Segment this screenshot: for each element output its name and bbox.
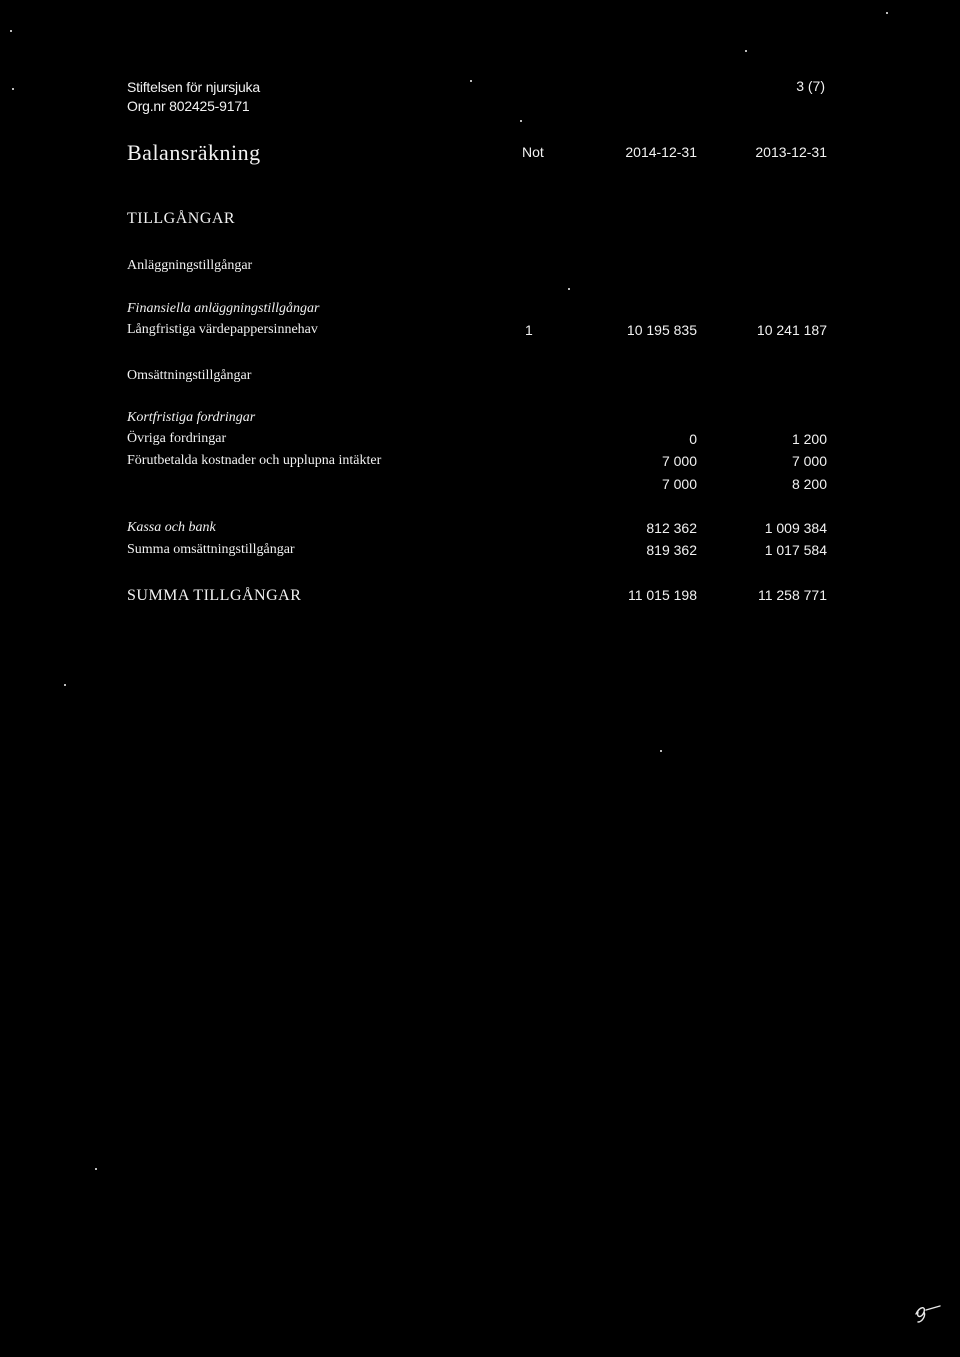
signature-mark [912, 1300, 942, 1324]
row-value-previous: 1 200 [791, 431, 827, 447]
document-title: Balansräkning [127, 140, 261, 165]
table-row-receivables-subtotal [127, 476, 827, 498]
group-heading-current-assets: Omsättningstillgångar [127, 368, 252, 383]
row-value-current: 7 000 [661, 476, 697, 492]
table-row-cash-and-bank [127, 520, 827, 542]
row-label: Övriga fordringar [127, 431, 227, 446]
section-heading-assets: TILLGÅNGAR [127, 210, 236, 227]
subgroup-heading-financial-fixed-assets [127, 301, 827, 323]
row-value-current: 812 362 [646, 520, 697, 536]
scan-speck [745, 50, 747, 52]
subgroup-label: Finansiella anläggningstillgångar [127, 301, 320, 316]
row-value-current: 11 015 198 [627, 587, 697, 603]
scan-speck [660, 750, 662, 752]
row-value-previous: 1 017 584 [764, 542, 827, 558]
row-label: Kassa och bank [127, 520, 216, 535]
row-value-previous: 11 258 771 [757, 587, 827, 603]
row-label: SUMMA TILLGÅNGAR [127, 587, 302, 604]
column-header-previous-year: 2013-12-31 [755, 144, 827, 160]
column-header-current-year: 2014-12-31 [625, 144, 697, 160]
scan-speck [568, 288, 570, 290]
scan-speck [886, 12, 888, 14]
table-row-total-assets [127, 587, 827, 609]
row-label: Långfristiga värdepappersinnehav [127, 322, 318, 337]
row-value-previous: 1 009 384 [764, 520, 827, 536]
table-row-prepaid-expenses [127, 453, 827, 475]
row-value-previous: 8 200 [791, 476, 827, 492]
row-value-current: 7 000 [661, 453, 697, 469]
row-value-current: 819 362 [646, 542, 697, 558]
subgroup-heading-short-term-receivables [127, 410, 827, 432]
scan-speck [64, 684, 66, 686]
row-value-previous: 10 241 187 [756, 322, 827, 338]
row-value-current: 0 [689, 431, 697, 447]
page-number: 3 (7) [796, 78, 825, 94]
organization-number: Org.nr 802425-9171 [127, 98, 250, 114]
scan-speck [10, 30, 12, 32]
subgroup-label: Kortfristiga fordringar [127, 410, 256, 425]
row-value-current: 10 195 835 [626, 322, 697, 338]
scan-speck [470, 80, 472, 82]
page-header [127, 78, 260, 116]
row-value-previous: 7 000 [791, 453, 827, 469]
column-header-note: Not [522, 144, 544, 160]
table-row-total-current-assets [127, 542, 827, 564]
row-label: Förutbetalda kostnader och upplupna intäkter [127, 453, 382, 468]
title-row [127, 140, 827, 168]
organization-name: Stiftelsen för njursjuka [127, 79, 260, 95]
table-row-other-receivables [127, 431, 827, 453]
row-note: 1 [525, 322, 533, 338]
scan-speck [95, 1168, 97, 1170]
group-heading-fixed-assets: Anläggningstillgångar [127, 258, 253, 273]
scan-speck [12, 88, 14, 90]
table-row-long-term-securities [127, 322, 827, 344]
row-label: Summa omsättningstillgångar [127, 542, 295, 557]
scan-speck [520, 120, 522, 122]
